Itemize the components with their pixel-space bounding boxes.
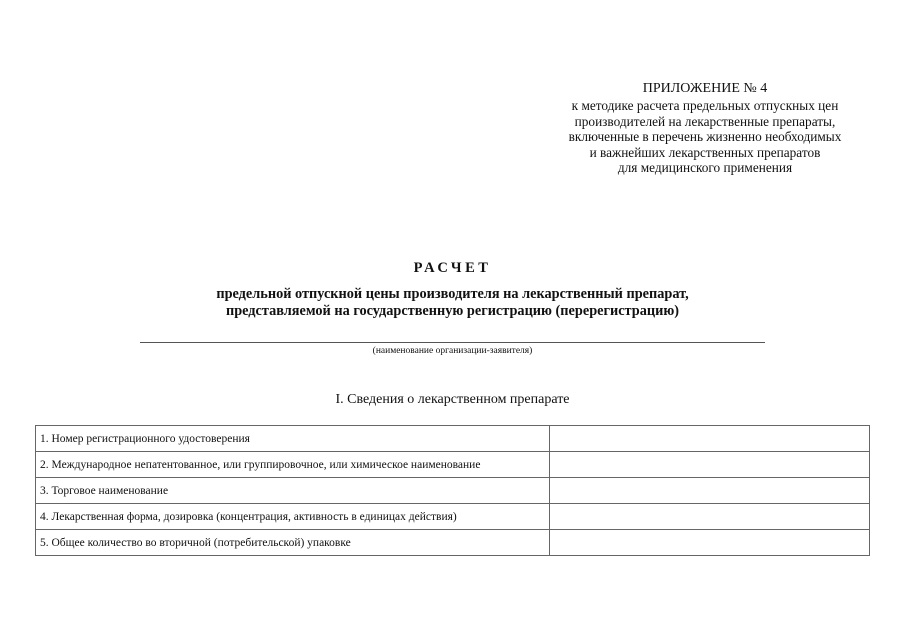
table-row: [36, 504, 870, 530]
row-label: 4. Лекарственная форма, дозировка (концентрация, активность в единицах действия): [36, 504, 550, 530]
row-label: 3. Торговое наименование: [36, 478, 550, 504]
appendix-line: производителей на лекарственные препараты,: [574, 113, 836, 129]
organization-name-line: [140, 342, 765, 343]
appendix-line: включенные в перечень жизненно необходимых: [568, 129, 842, 144]
row-label: 1. Номер регистрационного удостоверения: [36, 426, 550, 452]
subtitle-line: предельной отпускной цены производителя на лекарственный препарат,: [216, 286, 689, 302]
table-row: [36, 452, 870, 478]
row-value-cell: [550, 530, 870, 556]
drug-info-table: [35, 425, 870, 556]
document-title: РАСЧЕТ: [413, 260, 492, 276]
row-value-cell: [550, 426, 870, 452]
row-value-cell: [550, 504, 870, 530]
table-row: [36, 530, 870, 556]
subtitle-line: представляемой на государственную регистрацию (перерегистрацию): [225, 303, 680, 319]
document-subtitle: [0, 286, 905, 320]
table-row: [36, 426, 870, 452]
row-label: 5. Общее количество во вторичной (потребительской) упаковке: [36, 530, 550, 556]
appendix-line: к методике расчета предельных отпускных цен: [571, 98, 839, 113]
appendix-header: [520, 80, 890, 176]
row-value-cell: [550, 478, 870, 504]
row-value-cell: [550, 452, 870, 478]
appendix-title: ПРИЛОЖЕНИЕ № 4: [642, 81, 768, 96]
table-row: [36, 478, 870, 504]
organization-name-caption: (наименование организации-заявителя): [372, 346, 533, 356]
appendix-line: и важнейших лекарственных препаратов: [589, 144, 821, 160]
appendix-line: для медицинского применения: [617, 160, 793, 175]
row-label: 2. Международное непатентованное, или группировочное, или химическое наименование: [36, 452, 550, 478]
section-title: I. Сведения о лекарственном препарате: [335, 392, 570, 407]
